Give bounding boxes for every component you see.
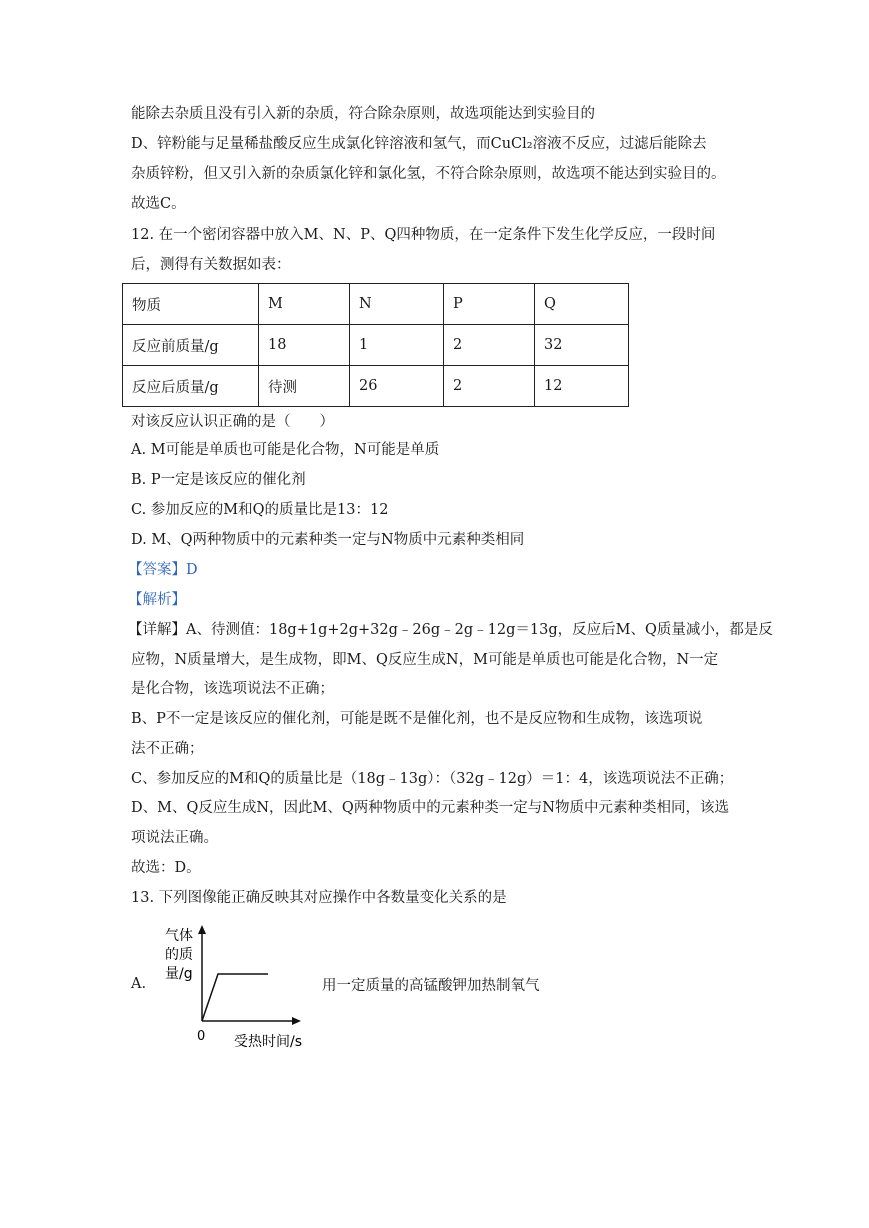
table-cell: Q: [535, 284, 629, 325]
table-cell: 物质: [123, 284, 259, 325]
analysis-line: 【详解】A、待测值：18g+1g+2g+32g﹣26g﹣2g﹣12g＝13g，反应后M、Q质量减小，都是反: [128, 622, 773, 638]
table-cell: 1: [350, 325, 444, 366]
analysis-line: C、参加反应的M和Q的质量比是（18g﹣13g）：（32g﹣12g）＝1：4，该选项说法不正确；: [131, 771, 734, 787]
table-row: [123, 284, 629, 325]
y-axis-label-line: 气体: [165, 928, 193, 944]
analysis-label: 【解析】: [128, 592, 186, 608]
option-c: C. 参加反应的M和Q的质量比是13：12: [131, 502, 389, 518]
analysis-line: 应物，N质量增大，是生成物，即M、Q反应生成N，M可能是单质也可能是化合物，N一定: [131, 652, 719, 668]
analysis-line: 是化合物，该选项说法不正确；: [131, 681, 334, 697]
text-line: 故选C。: [131, 196, 186, 212]
mass-data-table: [122, 283, 629, 407]
table-cell: 反应后质量/g: [123, 366, 259, 407]
analysis-line: D、M、Q反应生成N，因此M、Q两种物质中的元素种类一定与N物质中元素种类相同，该选: [131, 800, 729, 816]
table-cell: 待测: [259, 366, 350, 407]
text-line: 杂质锌粉，但又引入新的杂质氯化锌和氯化氢，不符合除杂原则，故选项不能达到实验目的。: [131, 166, 726, 182]
table-cell: 2: [444, 325, 535, 366]
answer-label: 【答案】D: [128, 562, 198, 578]
table-cell: 26: [350, 366, 444, 407]
table-cell: N: [350, 284, 444, 325]
analysis-line: 法不正确；: [131, 741, 204, 757]
question-13-stem: 13. 下列图像能正确反映其对应操作中各数量变化关系的是: [131, 890, 507, 906]
table-cell: 32: [535, 325, 629, 366]
option-b: B. P一定是该反应的催化剂: [131, 472, 306, 488]
gas-mass-curve: [202, 974, 268, 1021]
table-row: [123, 325, 629, 366]
table-row: [123, 366, 629, 407]
table-cell: 2: [444, 366, 535, 407]
option-a-label: A.: [131, 976, 147, 992]
option-a: A. M可能是单质也可能是化合物，N可能是单质: [131, 442, 440, 458]
option-a-description: 用一定质量的高锰酸钾加热制氧气: [322, 978, 540, 994]
x-axis-arrow-icon: [292, 1017, 301, 1025]
text-line: 能除去杂质且没有引入新的杂质，符合除杂原则，故选项能达到实验目的: [131, 106, 595, 122]
analysis-line: 故选：D。: [131, 860, 201, 876]
question-12-prompt: 对该反应认识正确的是（ ）: [131, 414, 334, 430]
gas-mass-graph: [160, 922, 320, 1052]
table-cell: M: [259, 284, 350, 325]
y-axis-label-line: 量/g: [165, 966, 193, 982]
table-cell: P: [444, 284, 535, 325]
x-axis-label: 受热时间/s: [234, 1034, 303, 1050]
analysis-line: B、P不一定是该反应的催化剂，可能是既不是催化剂，也不是反应物和生成物，该选项说: [131, 711, 703, 727]
table-cell: 12: [535, 366, 629, 407]
text-line: 后，测得有关数据如表：: [131, 257, 291, 273]
analysis-line: 项说法正确。: [131, 830, 218, 846]
y-axis-label-line: 的质: [165, 947, 193, 963]
question-12-stem: 12. 在一个密闭容器中放入M、N、P、Q四种物质，在一定条件下发生化学反应，一段时间: [131, 227, 716, 243]
y-axis-arrow-icon: [198, 925, 206, 934]
origin-label: 0: [197, 1029, 206, 1044]
text-line: D、锌粉能与足量稀盐酸反应生成氯化锌溶液和氢气，而CuCl₂溶液不反应，过滤后能除去: [131, 136, 707, 152]
table-cell: 反应前质量/g: [123, 325, 259, 366]
table-cell: 18: [259, 325, 350, 366]
option-d: D. M、Q两种物质中的元素种类一定与N物质中元素种类相同: [131, 532, 525, 548]
